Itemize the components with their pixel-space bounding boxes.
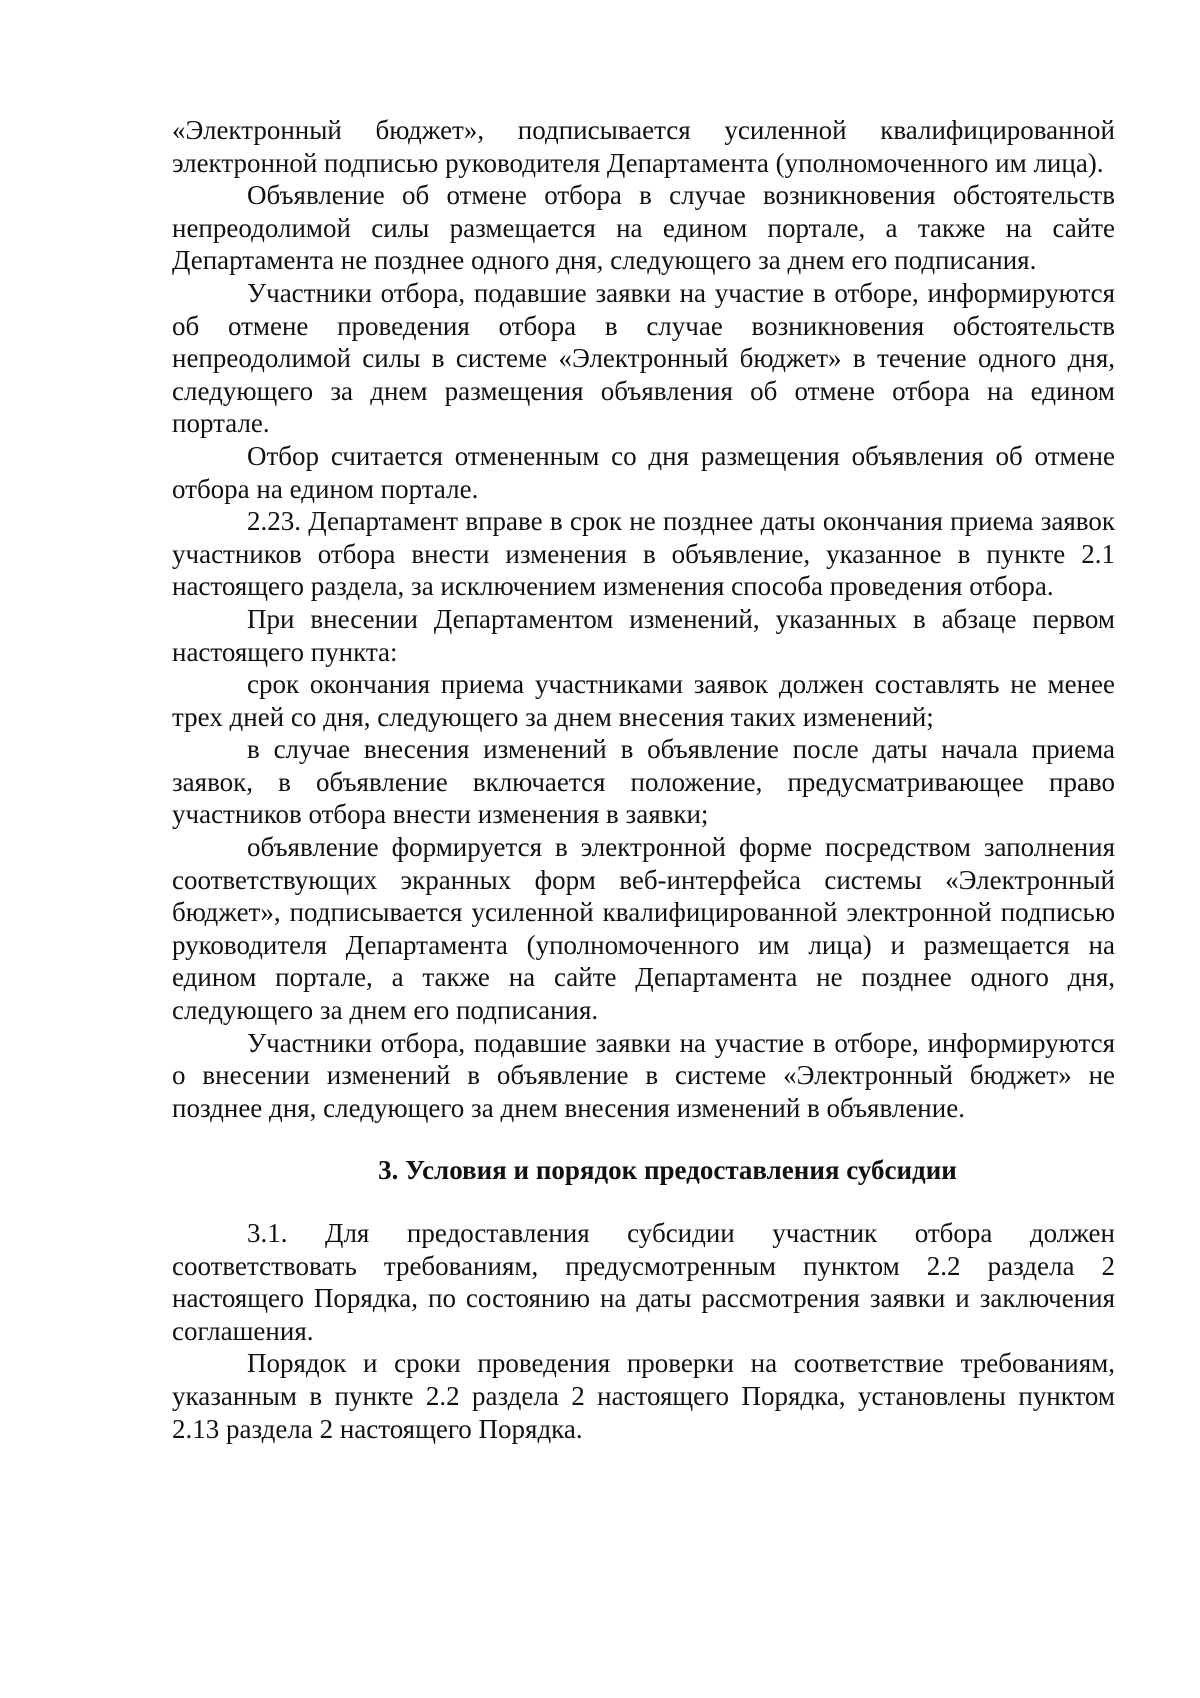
paragraph: 2.23. Департамент вправе в срок не позднее даты окончания приема заявок участников отбора внести изменения в объявление, указанное в пункте 2.1 настоящего раздела, за исключением изменения способа проведения отбора. bbox=[172, 506, 1115, 602]
paragraph: Участники отбора, подавшие заявки на участие в отборе, информируются об отмене проведения отбора в случае возникновения обстоятельств непреодолимой силы в системе «Электронный бюджет» в течение одного дня, следующего за днем размещения объявления об отмене отбора на едином портале. bbox=[172, 277, 1115, 439]
paragraph: в случае внесения изменений в объявление после даты начала приема заявок, в объявление включается положение, предусматривающее право участников отбора внести изменения в заявки; bbox=[172, 734, 1115, 830]
paragraph: «Электронный бюджет», подписывается усиленной квалифицированной электронной подписью руководителя Департамента (уполномоченного им лица). bbox=[172, 115, 1115, 178]
paragraph: объявление формируется в электронной форме посредством заполнения соответствующих экранных форм веб-интерфейса системы «Электронный бюджет», подписывается усиленной квалифицированной электронной подписью руководителя Департамента (уполномоченного им лица) и размещается на едином портале, а также на сайте Департамента не позднее одного дня, следующего за днем его подписания. bbox=[172, 832, 1115, 1026]
section-heading: 3. Условия и порядок предоставления субсидии bbox=[378, 1155, 957, 1186]
paragraph: срок окончания приема участниками заявок должен составлять не менее трех дней со дня, следующего за днем внесения таких изменений; bbox=[172, 669, 1115, 732]
paragraph: Порядок и сроки проведения проверки на соответствие требованиям, указанным в пункте 2.2 раздела 2 настоящего Порядка, установлены пунктом 2.13 раздела 2 настоящего Порядка. bbox=[172, 1348, 1115, 1444]
paragraph: При внесении Департаментом изменений, указанных в абзаце первом настоящего пункта: bbox=[172, 603, 1115, 667]
paragraph: Объявление об отмене отбора в случае возникновения обстоятельств непреодолимой силы размещается на едином портале, а также на сайте Департамента не позднее одного дня, следующего за днем его подписания. bbox=[172, 180, 1115, 276]
paragraph: Отбор считается отмененным со дня размещения объявления об отмене отбора на едином портале. bbox=[172, 440, 1115, 504]
document-body bbox=[172, 114, 1115, 1445]
paragraph: 3.1. Для предоставления субсидии участник отбора должен соответствовать требованиям, предусмотренным пунктом 2.2 раздела 2 настоящего Порядка, по состоянию на даты рассмотрения заявки и заключения соглашения. bbox=[172, 1218, 1115, 1346]
paragraph: Участники отбора, подавшие заявки на участие в отборе, информируются о внесении изменений в объявление в системе «Электронный бюджет» не позднее дня, следующего за днем внесения изменений в объявление. bbox=[172, 1027, 1115, 1123]
